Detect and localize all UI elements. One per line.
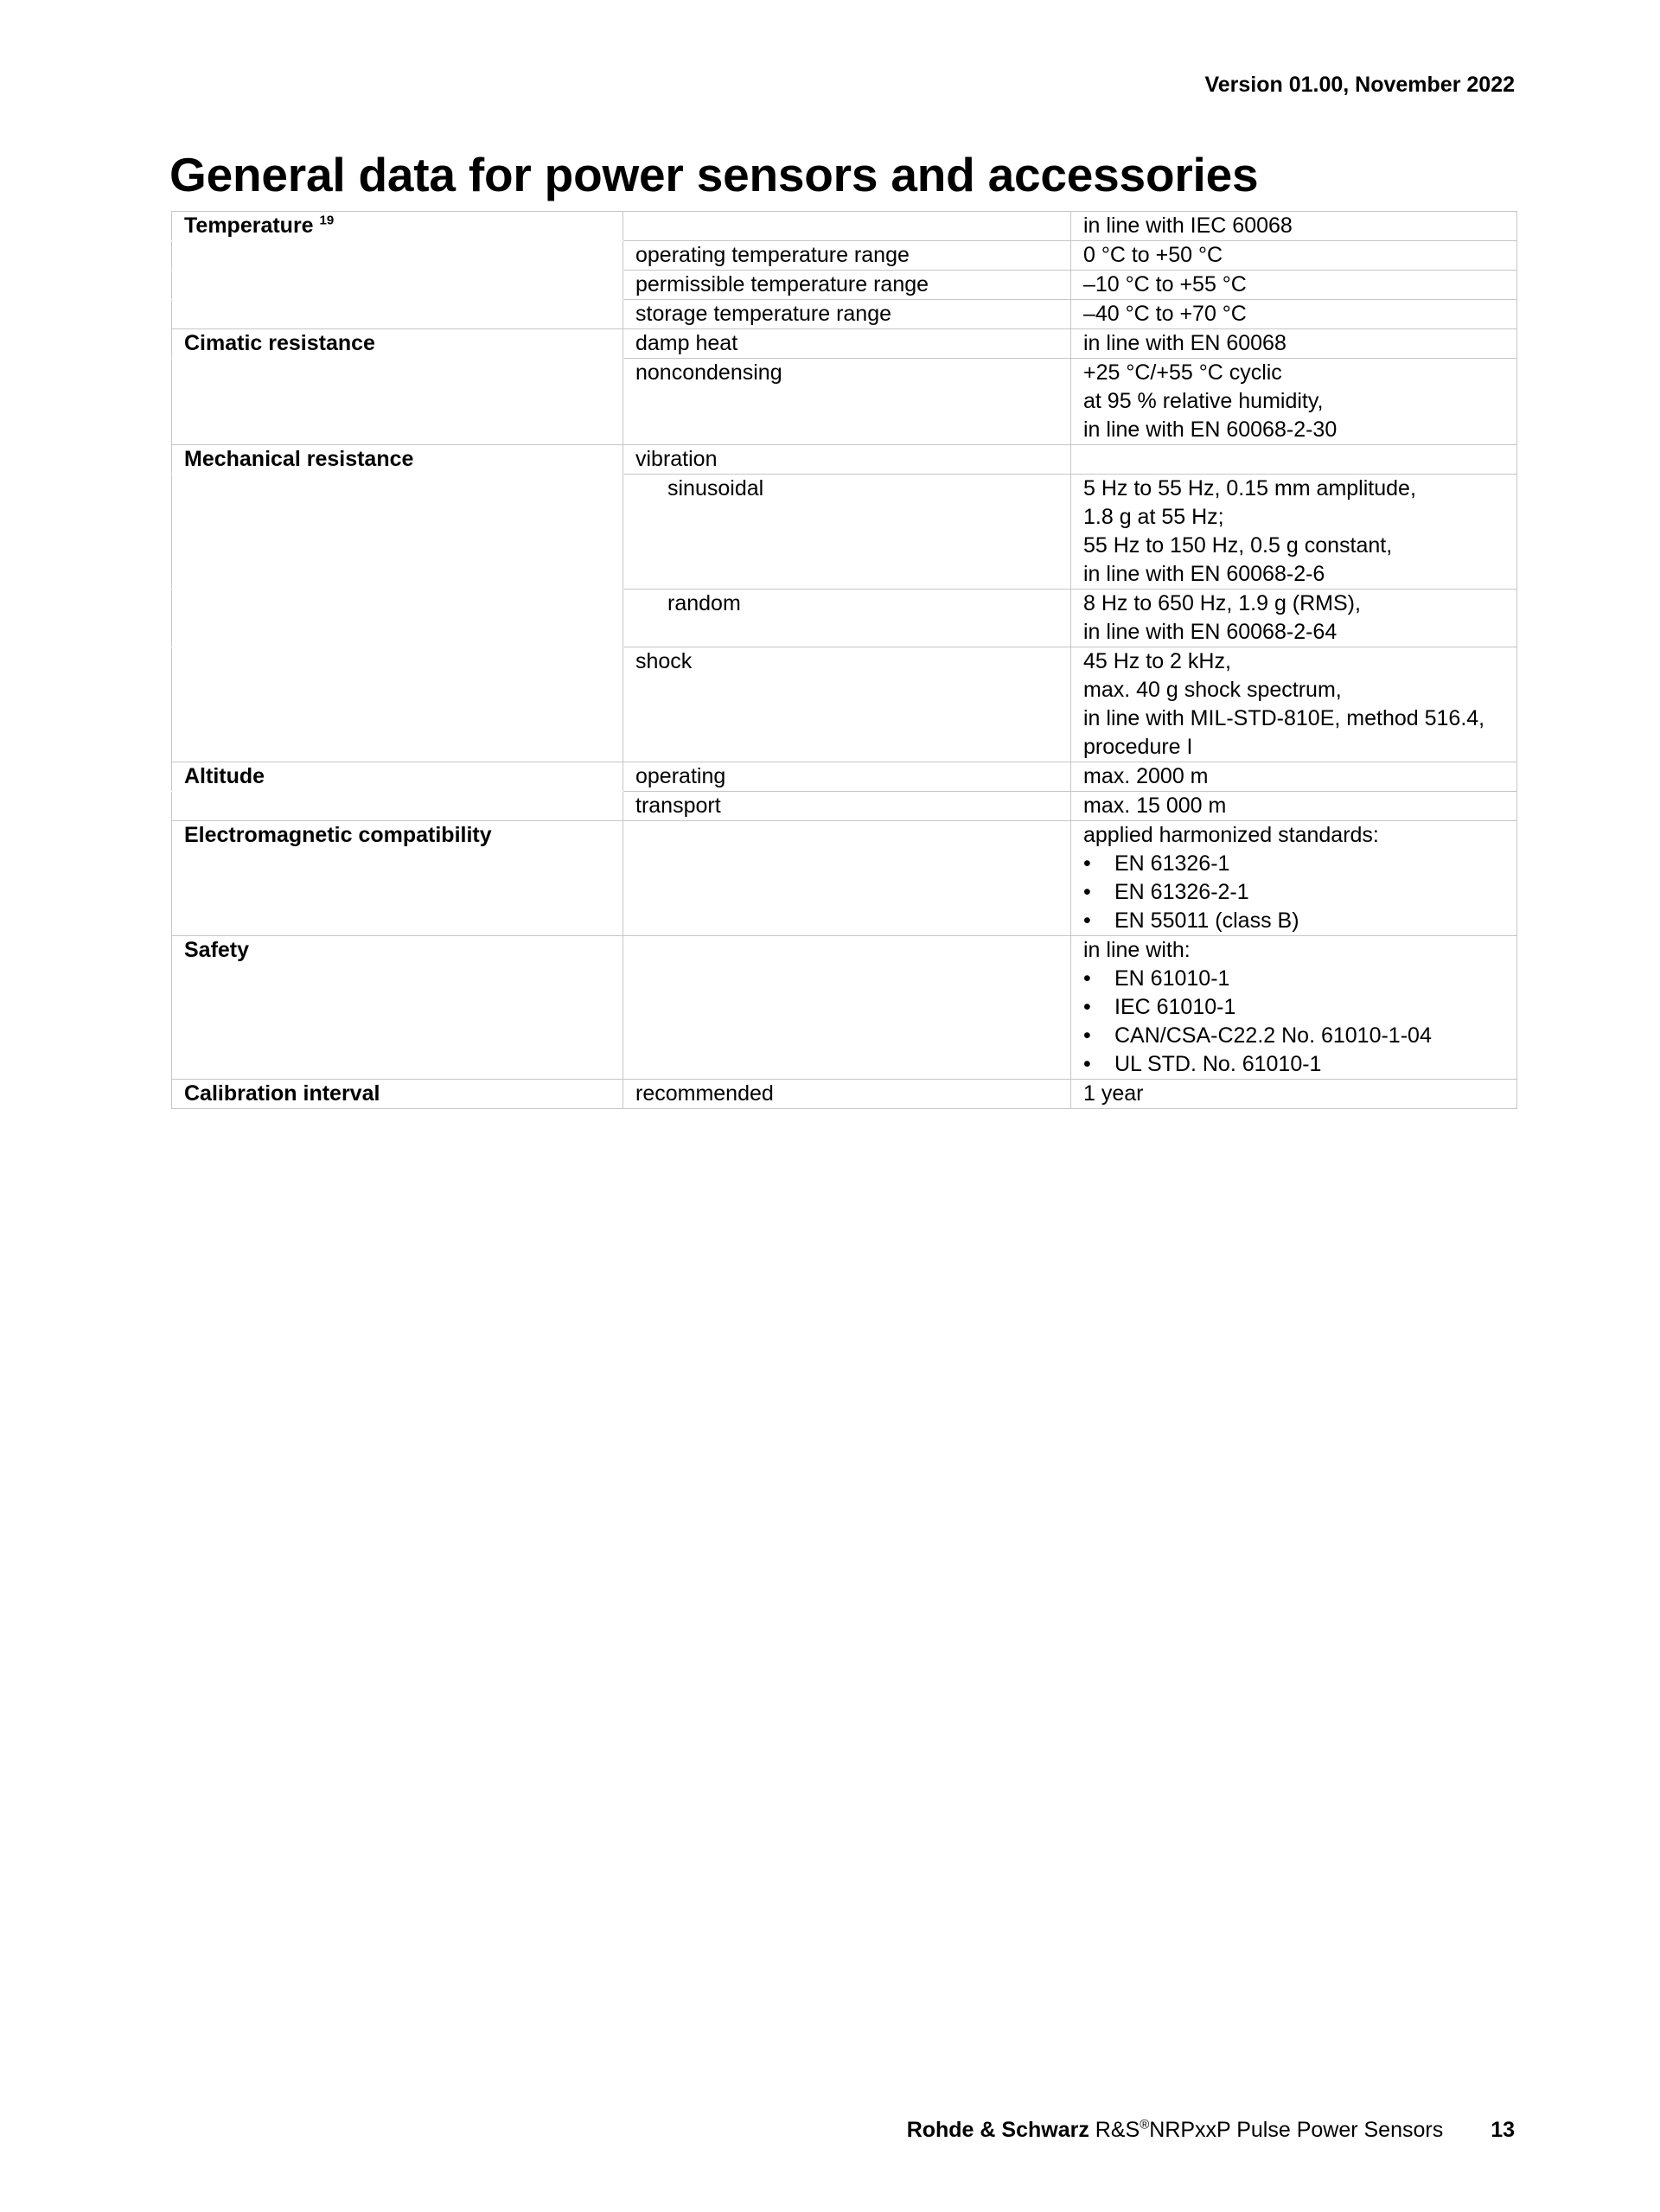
table-cell: shock	[623, 647, 1071, 762]
table-cell: in line with EN 60068	[1071, 329, 1517, 359]
list-item: • EN 61326-2-1	[1083, 878, 1504, 907]
text-line: max. 40 g shock spectrum,	[1083, 678, 1342, 702]
calibration-label: Calibration interval	[172, 1080, 623, 1109]
spec-table	[171, 211, 1517, 1109]
table-cell: noncondensing	[623, 359, 1071, 445]
product-name: NRPxxP Pulse Power Sensors	[1149, 2118, 1444, 2142]
safety-label: Safety	[172, 936, 623, 1080]
table-cell	[623, 475, 1071, 590]
text-line: applied harmonized standards:	[1083, 823, 1379, 847]
table-cell	[1071, 936, 1517, 1080]
page-title: General data for power sensors and accessories	[169, 148, 1259, 201]
table-row	[172, 475, 1517, 590]
bullet-icon: •	[1083, 995, 1091, 1019]
list-item: • IEC 61010-1	[1083, 993, 1504, 1022]
table-cell	[172, 300, 623, 329]
temperature-standard: in line with IEC 60068	[1071, 212, 1517, 241]
table-row	[172, 821, 1517, 936]
random-label: random	[667, 591, 741, 615]
text-line: in line with MIL-STD-810E, method 516.4,	[1083, 706, 1485, 730]
text-line: in line with EN 60068-2-30	[1083, 418, 1338, 442]
table-cell	[1071, 475, 1517, 590]
table-row	[172, 212, 1517, 241]
text-line: 1.8 g at 55 Hz;	[1083, 505, 1224, 529]
temperature-label: Temperature $^{19}$	[172, 212, 623, 241]
text-line: in line with EN 60068-2-6	[1083, 562, 1325, 586]
table-cell	[1071, 647, 1517, 762]
registered-mark: ®	[1140, 2117, 1150, 2132]
table-cell	[172, 647, 623, 762]
text-line: 45 Hz to 2 kHz,	[1083, 649, 1231, 673]
product-prefix: R&S	[1095, 2118, 1140, 2142]
table-cell: permissible temperature range	[623, 271, 1071, 300]
table-row	[172, 590, 1517, 647]
table-cell: max. 2000 m	[1071, 762, 1517, 792]
emc-label: Electromagnetic compatibility	[172, 821, 623, 936]
brand-name: Rohde & Schwarz	[906, 2118, 1089, 2142]
table-cell: 0 °C to +50 °C	[1071, 241, 1517, 271]
table-cell: transport	[623, 792, 1071, 821]
bullet-icon: •	[1083, 908, 1091, 933]
table-cell	[172, 359, 623, 445]
version-label: Version 01.00, November 2022	[1204, 73, 1515, 97]
altitude-label: Altitude	[172, 762, 623, 792]
table-row	[172, 647, 1517, 762]
table-row	[172, 762, 1517, 792]
table-row	[172, 1080, 1517, 1109]
table-cell	[172, 271, 623, 300]
table-cell	[1071, 590, 1517, 647]
text-line: +25 °C/+55 °C cyclic	[1083, 360, 1282, 385]
table-cell	[1071, 445, 1517, 475]
table-cell	[172, 590, 623, 647]
table-cell	[172, 792, 623, 821]
table-row	[172, 359, 1517, 445]
table-cell: damp heat	[623, 329, 1071, 359]
table-cell	[623, 590, 1071, 647]
table-cell: max. 15 000 m	[1071, 792, 1517, 821]
text-line: in line with:	[1083, 938, 1191, 962]
list-item: • EN 61010-1	[1083, 965, 1504, 993]
page-number: 13	[1491, 2118, 1515, 2142]
table-row	[172, 241, 1517, 271]
text-line: 5 Hz to 55 Hz, 0.15 mm amplitude,	[1083, 476, 1416, 500]
table-cell: recommended	[623, 1080, 1071, 1109]
table-cell	[1071, 359, 1517, 445]
bullet-icon: •	[1083, 966, 1091, 991]
climatic-label: Cimatic resistance	[172, 329, 623, 359]
table-cell: operating temperature range	[623, 241, 1071, 271]
table-row	[172, 300, 1517, 329]
table-cell: operating	[623, 762, 1071, 792]
bullet-icon: •	[1083, 880, 1091, 904]
table-cell: 1 year	[1071, 1080, 1517, 1109]
table-row	[172, 329, 1517, 359]
text-line: 55 Hz to 150 Hz, 0.5 g constant,	[1083, 533, 1393, 558]
table-cell: vibration	[623, 445, 1071, 475]
mechanical-label: Mechanical resistance	[172, 445, 623, 475]
sinusoidal-label: sinusoidal	[667, 476, 764, 500]
footnote-ref: 19	[319, 213, 335, 228]
bullet-icon: •	[1083, 1023, 1091, 1048]
list-item: • CAN/CSA-C22.2 No. 61010-1-04	[1083, 1022, 1504, 1050]
list-item: • EN 61326-1	[1083, 850, 1504, 878]
table-cell	[172, 475, 623, 590]
bullet-icon: •	[1083, 851, 1091, 876]
table-cell	[172, 241, 623, 271]
page-footer	[907, 2118, 1515, 2143]
text-line: 8 Hz to 650 Hz, 1.9 g (RMS),	[1083, 591, 1361, 615]
list-item: • UL STD. No. 61010-1	[1083, 1050, 1504, 1079]
table-row	[172, 936, 1517, 1080]
bullet-icon: •	[1083, 1052, 1091, 1076]
table-row	[172, 445, 1517, 475]
text-line: in line with EN 60068-2-64	[1083, 620, 1338, 644]
table-cell	[1071, 821, 1517, 936]
table-cell	[623, 936, 1071, 1080]
text-line: at 95 % relative humidity,	[1083, 389, 1324, 413]
table-row	[172, 271, 1517, 300]
table-cell: storage temperature range	[623, 300, 1071, 329]
text-line: procedure I	[1083, 735, 1193, 759]
table-cell: –10 °C to +55 °C	[1071, 271, 1517, 300]
list-item: • EN 55011 (class B)	[1083, 907, 1504, 935]
table-cell	[623, 212, 1071, 241]
table-row	[172, 792, 1517, 821]
table-cell	[623, 821, 1071, 936]
table-cell: –40 °C to +70 °C	[1071, 300, 1517, 329]
